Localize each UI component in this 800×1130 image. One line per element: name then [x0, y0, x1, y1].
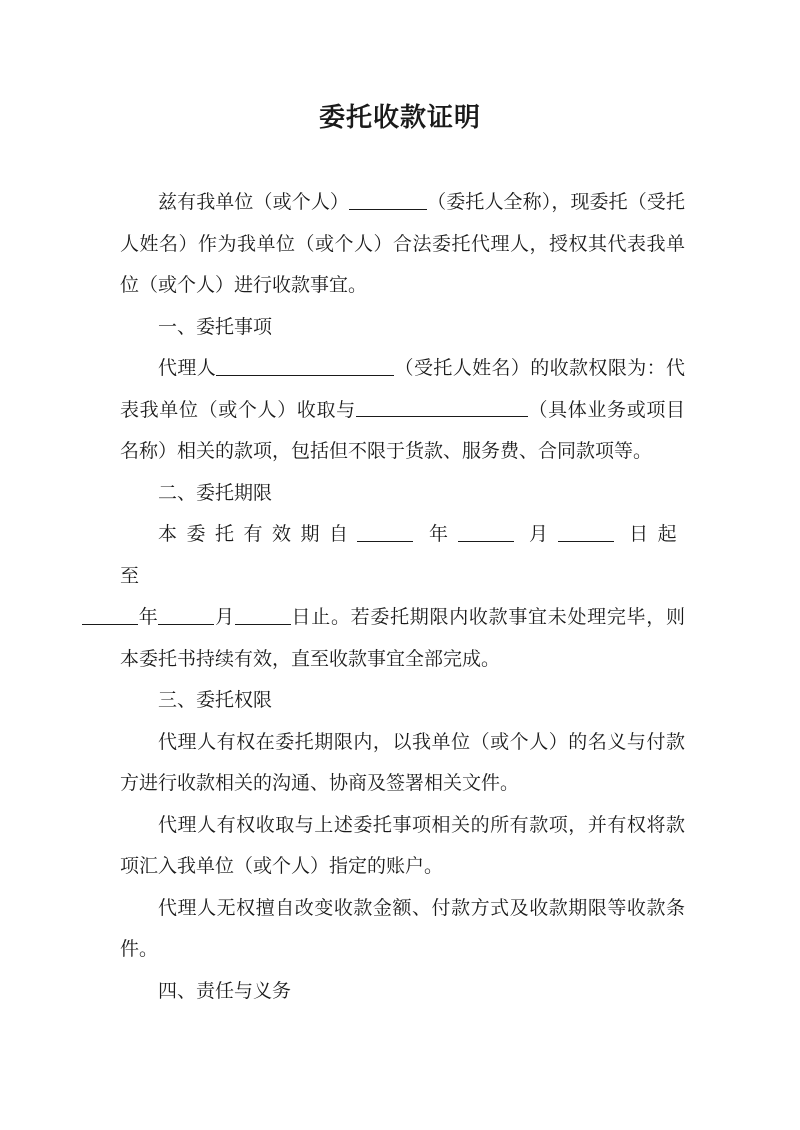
end-year-label: 年	[138, 606, 159, 628]
end-year-blank	[82, 604, 138, 625]
document-title: 委托收款证明	[318, 103, 481, 133]
section-heading-responsibilities: 四、责任与义务	[158, 979, 292, 1002]
start-year-blank	[357, 521, 413, 542]
section-heading-entrusted-authority: 三、委托权限	[158, 689, 273, 711]
entrusted-matters-paragraph	[120, 348, 685, 473]
principal-name-blank	[349, 189, 427, 210]
section-heading-entrustment-period: 二、委托期限	[158, 481, 273, 504]
matters-text-3: （具体业务或项目名称）相关的款项，包括但不限于货款、服务费、合同款项等。	[120, 398, 685, 462]
document-body	[120, 182, 685, 1012]
start-month-blank	[458, 521, 514, 542]
authority-item-1: 代理人有权在委托期限内，以我单位（或个人）的名义与付款方进行收款相关的沟通、协商及签署相关文件。	[120, 730, 685, 794]
project-name-blank	[356, 396, 528, 417]
period-text-1: 本委托有效期自	[158, 523, 358, 545]
end-day-blank	[235, 604, 291, 625]
intro-paragraph	[120, 182, 685, 307]
authority-item-2: 代理人有权收取与上述委托事项相关的所有款项，并有权将款项汇入我单位（或个人）指定的账户。	[120, 813, 685, 877]
period-text-2: 日起至	[120, 523, 685, 587]
start-day-blank	[558, 521, 614, 542]
agent-name-blank	[216, 355, 394, 376]
intro-text-2: （委托人全称），现委托（受托人姓名）作为我单位（或个人）合法委托代理人，授权其代表我单位（或个人）进行收款事宜。	[120, 191, 685, 296]
period-text-3: 日止。若委托期限内收款事宜未处理完毕，则本委托书持续有效，直至收款事宜全部完成。	[120, 606, 685, 670]
section-heading-entrusted-matters: 一、委托事项	[158, 315, 273, 338]
start-month-label: 月	[529, 523, 558, 545]
entrustment-period-paragraph	[120, 514, 685, 680]
matters-text-1: 代理人	[158, 357, 217, 379]
start-year-label: 年	[429, 523, 458, 545]
authority-item-3: 代理人无权擅自改变收款金额、付款方式及收款期限等收款条件。	[120, 896, 685, 960]
end-month-label: 月	[214, 606, 235, 628]
intro-text-1: 兹有我单位（或个人）	[158, 191, 350, 213]
end-month-blank	[158, 604, 214, 625]
matters-text-2: （受托人姓名）的收款权限为：代表我单位（或个人）收取与	[120, 357, 685, 421]
